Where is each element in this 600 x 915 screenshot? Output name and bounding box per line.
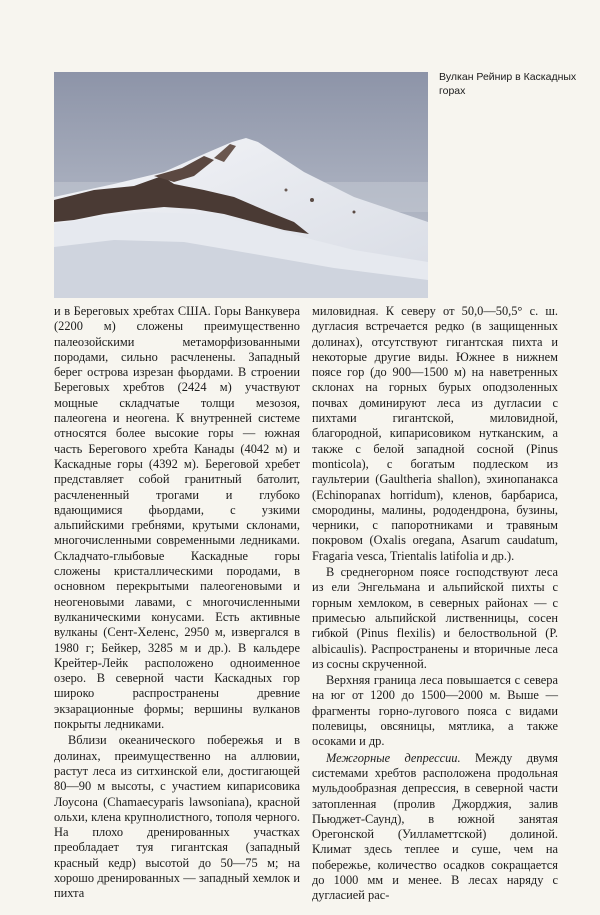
paragraph-body: Между двумя системами хребтов расположена продольная мульдообразная депрессия, в северной части затопленная (пролив Джорджия, залив Пьюджет-Саунд), в южной занятая Орегонской (Уилламеттской) долиной. Климат здесь теплее и суше, чем на побережье, количество осадков сокращается до 1000 мм и менее. В лесах наряду с дугласией рас- [312, 750, 559, 903]
paragraph: В среднегорном поясе господствуют леса из ели Энгельмана и альпийской пихты с горным хемлоком, в северных районах — с примесью альпийской лиственницы, сосен гибкой (Pinus flexilis) и белоствольной (P. albicaulis). Распространены и вторичные леса из сосны скрученной. [312, 565, 558, 671]
paragraph: и в Береговых хребтах США. Горы Ванкувера (2200 м) сложены преимущественно палеозойскими метаморфизованными породами, сильно расчленены. Западный берег острова изрезан фьордами. В строении Береговых хребтов (2424 м) участвуют мощные складчатые толщи мезозоя, палеогена и неогена. К внутренней системе относятся более высокие горы — южная часть Берегового хребта Канады (4042 м) и Каскадные горы (4392 м). Береговой хребет представляет собой гранитный батолит, расчлененный трогами и глубоко вдающимися фьордами, с узкими альпийскими гребнями, крутыми склонами, многочисленными современными ледниками. Складчато-глыбовые Каскадные горы сложены кристаллическими породами, в основном перекрытыми палеогеновыми и неогеновыми лавами, с многочисленными вулканическими конусами. Есть активные вулканы (Сент-Хеленс, 2950 м, извергался в 1980 г; Бейкер, 3285 м и др.). В кальдере Крейтер-Лейк расположено одноименное озеро. В северной части Каскадных гор широко распространены древние экзарационные формы; вершины вулканов покрыты ледниками. [54, 304, 300, 732]
section-heading: Межгорные депрессии. [326, 750, 461, 765]
left-text-column [54, 304, 300, 902]
figure-caption: Вулкан Рейнир в Каскадных горах [439, 71, 577, 97]
paragraph: Верхняя граница леса повышается с севера на юг от 1200 до 1500—2000 м. Выше — фрагменты горно-лугового пояса с видами полевицы, овсяницы, мятлика, а также осоками и др. [312, 673, 558, 749]
paragraph [312, 751, 558, 904]
right-text-column [312, 304, 558, 904]
paragraph: Вблизи океанического побережья и в долинах, преимущественно на аллювии, растут леса из ситхинской ели, достигающей 80—90 м высоты, с участием кипарисовика Лоусона (Chamaecyparis lawsoniana), красной ольхи, клена крупнолистного, тополя черного. На плохо дренированных участках преобладает туя гигантская (западный красный кедр) высотой до 50—75 м; на хорошо дренированных — западный хемлок и пихта [54, 733, 300, 901]
mountain-volcano-photo [54, 72, 428, 298]
paragraph: миловидная. К северу от 50,0—50,5° с. ш. дугласия встречается редко (в защищенных долинах), отсутствуют гигантская пихта и некоторые другие виды. Южнее в нижнем поясе гор (до 900—1500 м) на наветренных склонах на горных бурых оподзоленных почвах доминируют леса из дугласии с пихтами гигантской, миловидной, благородной, кипарисовиком нутканским, а также с белой западной сосной (Pinus monticola), с богатым подлеском из гаультерии (Gaultheria shallon), эхинопанакса (Echinopanax horridum), кленов, барбариса, смородины, малины, рододендрона, бузины, черники, с папоротниками и травяным покровом (Oxalis oregana, Asarum caudatum, Fragaria vesca, Trientalis latifolia и др.). [312, 304, 558, 563]
